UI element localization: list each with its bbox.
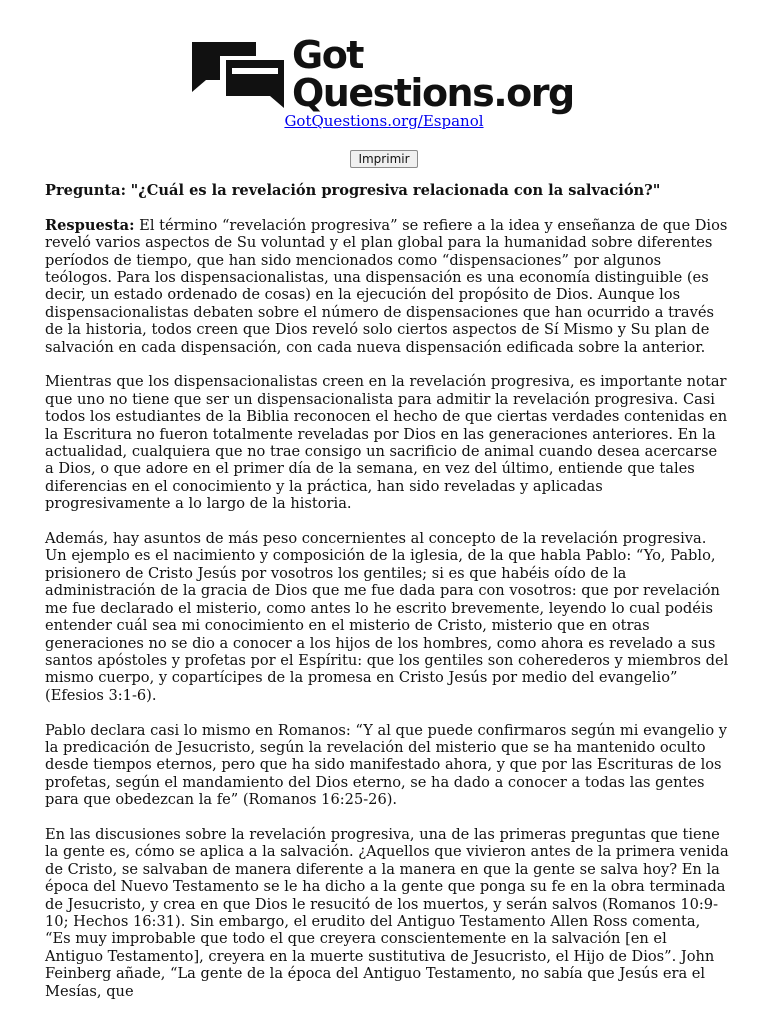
gotquestions-logo bbox=[190, 33, 582, 115]
logo-wordmark bbox=[292, 33, 574, 115]
logo-line-1: Got bbox=[292, 33, 363, 77]
question bbox=[45, 182, 729, 199]
article-body bbox=[45, 182, 729, 1017]
paragraph: Pablo declara casi lo mismo en Romanos: “Y al que puede confirmaros según mi evangelio y la predicación de Jesucristo, según la revelación del misterio que se ha mantenido oculto desde tiempos eternos, pero que ha sido manifestado ahora, y que por las Escrituras de los profetas, según el mandamiento del Dios eterno, se ha dado a conocer a todas las gentes para que obedezcan la fe” (Romanos 16:25-26). bbox=[45, 721, 728, 809]
paragraph: Además, hay asuntos de más peso concernientes al concepto de la revelación progresiva. Un ejemplo es el nacimiento y composición de la iglesia, de la que habla Pablo: “Yo, Pablo, prisionero de Cristo Jesús por vosotros los gentiles; si es que habéis oído de la administración de la gracia de Dios que me fue dada para con vosotros: que por revelación me fue declarado el misterio, como antes lo he escrito brevemente, leyendo lo cual podéis entender cuál sea mi conocimiento en el misterio de Cristo, misterio que en otras generaciones no se dio a conocer a los hijos de los hombres, como ahora es revelado a sus santos apóstoles y profetas por el Espíritu: que los gentiles son coherederos y miembros del mismo cuerpo, y copartícipes de la promesa en Cristo Jesús por medio del evangelio” (Efesios 3:1-6). bbox=[45, 530, 729, 704]
paragraph: En las discusiones sobre la revelación progresiva, una de las primeras preguntas que tiene la gente es, cómo se aplica a la salvación. ¿Aquellos que vivieron antes de la primera venida de Cristo, se salvaban de manera diferente a la manera en que la gente se salva hoy? En la época del Nuevo Testamento se le ha dicho a la gente que ponga su fe en la obra terminada de Jesucristo, y crea en que Dios le resucitó de los muertos, y serán salvos (Romanos 10:9-10; Hechos 16:31). Sin embargo, el erudito del Antiguo Testamento Allen Ross comenta, “Es muy improbable que todo el que creyera conscientemente en la salvación [en el Antiguo Testamento], creyera en la muerte sustitutiva de Jesucristo, el Hijo de Dios”. John Feinberg añade, “La gente de la época del Antiguo Testamento, no sabía que Jesús era el Mesías, que bbox=[45, 825, 729, 1000]
site-link[interactable]: GotQuestions.org/Espanol bbox=[284, 112, 484, 130]
answer-intro bbox=[45, 217, 729, 356]
print-container bbox=[0, 148, 768, 168]
print-button[interactable]: Imprimir bbox=[350, 150, 417, 168]
answer-label: Respuesta: bbox=[45, 216, 135, 234]
logo-line-2: Questions.org bbox=[292, 71, 574, 115]
answer-intro-text: El término “revelación progresiva” se refiere a la idea y enseñanza de que Dios reveló varios aspectos de Su voluntad y el plan global para la humanidad sobre diferentes períodos de tiempo, que han sido mencionados como “dispensaciones” por algunos teólogos. Para los dispensacionalistas, una dispensación es una economía distinguible (es decir, un estado ordenado de cosas) en la ejecución del propósito de Dios. Aunque los dispensacionalistas debaten sobre el número de dispensaciones que han ocurrido a través de la historia, todos creen que Dios reveló solo ciertos aspectos de Sí Mismo y Su plan de salvación en cada dispensación, con cada nueva dispensación edificada sobre la anterior. bbox=[45, 216, 728, 356]
question-text: "¿Cuál es la revelación progresiva relacionada con la salvación?" bbox=[130, 182, 661, 199]
speech-bubbles-icon bbox=[190, 40, 286, 110]
paragraph: Mientras que los dispensacionalistas creen en la revelación progresiva, es importante notar que uno no tiene que ser un dispensacionalista para admitir la revelación progresiva. Casi todos los estudiantes de la Biblia reconocen el hecho de que ciertas verdades contenidas en la Escritura no fueron totalmente reveladas por Dios en las generaciones anteriores. En la actualidad, cualquiera que no trae consigo un sacrificio de animal cuando desea acercarse a Dios, o que adore en el primer día de la semana, en vez del último, entiende que tales diferencias en el conocimiento y la práctica, han sido reveladas y aplicadas progresivamente a lo largo de la historia. bbox=[45, 373, 728, 513]
question-label: Pregunta: bbox=[45, 182, 126, 199]
